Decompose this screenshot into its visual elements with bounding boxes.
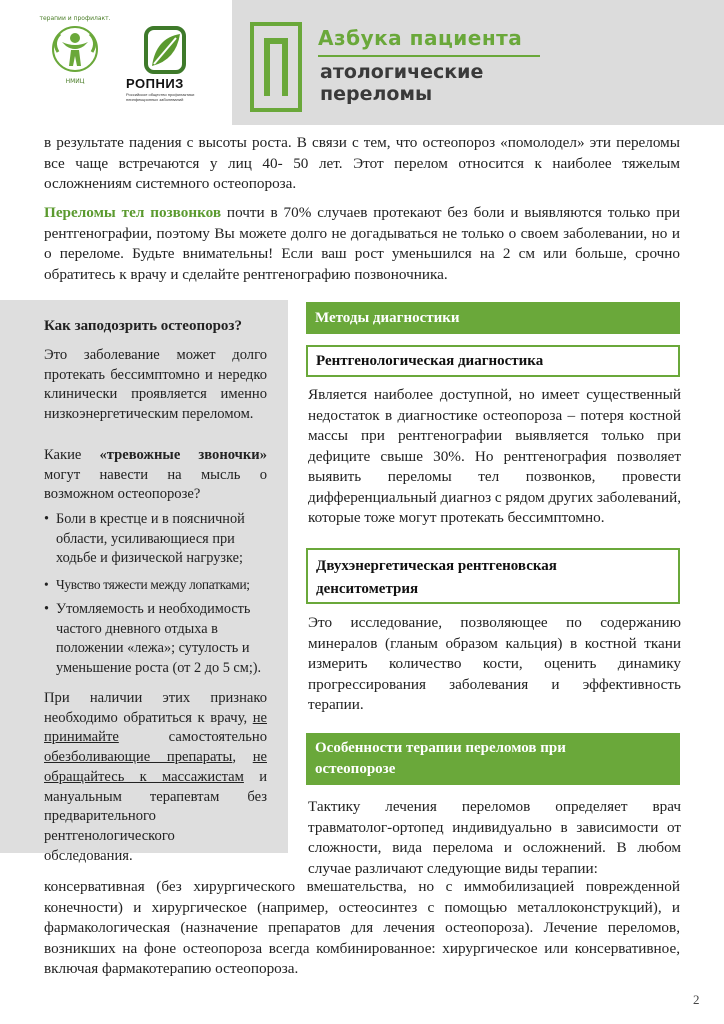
- warning-painkillers: обезболивающие препараты: [44, 749, 233, 766]
- sidebar-paragraph-2: [44, 446, 267, 505]
- vertebral-fractures-paragraph: [44, 203, 680, 285]
- brand-subtitle-line2: переломы: [320, 83, 433, 105]
- sidebar-p3-a: При наличии этих признако необходимо обратиться к врачу,: [44, 690, 267, 726]
- brand-divider: [318, 55, 540, 57]
- xray-diagnostics-text: Является наиболее доступной, но имеет существенный недостаток в диагностике остеопороза – потеря костной массы при рентгенографии выявляется только при дефиците свыше 30%. Но рентгенография позволяет выявить переломы тел позвонков, провести дифференциальный диагноз с рядом других заболеваний, которые тоже могут протекать бессимптомно.: [308, 386, 681, 526]
- intro-paragraph: в результате падения с высоты роста. В связи с тем, что остеопороз «помолодел» эти переломы все чаще встречаются у лиц 40- 50 лет. Этот перелом относится к наиболее тяжелым осложнениям системного остеопороза.: [44, 134, 680, 192]
- therapy-section-title: [306, 733, 680, 785]
- vertebral-fractures-highlight: Переломы тел позвонков: [44, 204, 222, 221]
- sidebar-p3-c: ,: [232, 749, 253, 766]
- brand-title: Азбука пациента: [318, 26, 523, 50]
- symptoms-list: [44, 510, 267, 684]
- sidebar-p3-b: самостоятельно: [118, 729, 267, 746]
- warning-signs-bold: «тревожные звоночки»: [99, 447, 267, 463]
- nmic-logo-icon: [38, 12, 112, 86]
- sidebar-p2-post: могут навести на мысль о возможном остеопорозе?: [44, 466, 267, 503]
- ropniz-subtitle: Российское общество профилактики неинфекционных заболеваний: [126, 92, 195, 102]
- list-item: • Утомляемость и необходимость частого дневного отдыха в положении «лежа»; сутулость и уменьшение роста (от 2 до 5 см;).: [44, 600, 267, 678]
- sidebar-p3-d: и мануальным терапевтам без предварительного рентгенологического обследования.: [44, 768, 268, 864]
- densitometry-text: Это исследование, позволяющее по содержанию минералов (гланым образом кальция) в костной ткани измерить количество кости, оценить динамику прогрессирования заболевания и эффективность терапии.: [308, 614, 681, 713]
- warning-no-massage: не обращайтесь к массажистам: [44, 749, 267, 785]
- ropniz-name: РОПНИЗ: [126, 76, 184, 91]
- sidebar-paragraph-1: Это заболевание может долго протекать бессимптомно и нередко клинически проявляется именно низкоэнергетическим переломом.: [44, 347, 267, 423]
- sidebar-p2-pre: Какие: [44, 447, 100, 463]
- therapy-title-line1: Особенности терапии переломов при: [315, 740, 566, 756]
- brand-subtitle-line1: атологические: [320, 61, 484, 83]
- warning-no-selfmed: не принимайте: [44, 709, 267, 746]
- svg-text:терапии и профилакт.: терапии и профилакт.: [39, 15, 111, 22]
- therapy-title-line2: остеопорозе: [315, 761, 396, 777]
- densitometry-title-line1: Двухэнергетическая рентгеновская: [316, 558, 557, 574]
- sidebar-title: Как заподозрить остеопороз?: [44, 318, 242, 334]
- page-number: 2: [693, 992, 700, 1007]
- xray-diagnostics-title: Рентгенологическая диагностика: [306, 345, 680, 377]
- vertebral-fractures-text: почти в 70% случаев протекают без боли и выявляются только при рентгенографии, поэтому Вы можете долго не догадываться не только о своем заболевании, но и о переломе. Будьте внимательны! Если ваш рост уменьшился на 2 см или больше, срочно обратитесь к врачу и сделайте рентгенографию позвоночника.: [44, 204, 680, 283]
- list-item: • Боли в крестце и в поясничной области, усиливающиеся при ходьбе и физической нагрузке;: [44, 510, 267, 569]
- therapy-continuation-text: консервативная (без хирургического вмешательства, но с иммобилизацией поврежденной конечности) и хирургическое (например, остеосинтез с помощью металлоконструкций), и фармакологическая (назначение препаратов для лечения остеопороза). Лечение переломов, возникших на фоне остеопороза всегда комбинированное: хирургическое или консервативное, включая фармакотерапию остеопороза.: [44, 878, 680, 977]
- bracket-logo-icon: [250, 22, 302, 112]
- sidebar-paragraph-3: [44, 689, 267, 866]
- diagnostics-section-title: Методы диагностики: [306, 302, 680, 334]
- list-item: • Чувство тяжести между лопатками;: [44, 575, 267, 595]
- svg-text:НМИЦ: НМИЦ: [65, 78, 85, 85]
- densitometry-title-line2: денситометрия: [316, 581, 419, 597]
- therapy-text: Тактику лечения переломов определяет врач травматолог-ортопед индивидуально в зависимости от сложности, вида перелома и осложнений. В любом случае различают следующие виды терапии:: [308, 798, 681, 877]
- densitometry-title: [306, 548, 680, 604]
